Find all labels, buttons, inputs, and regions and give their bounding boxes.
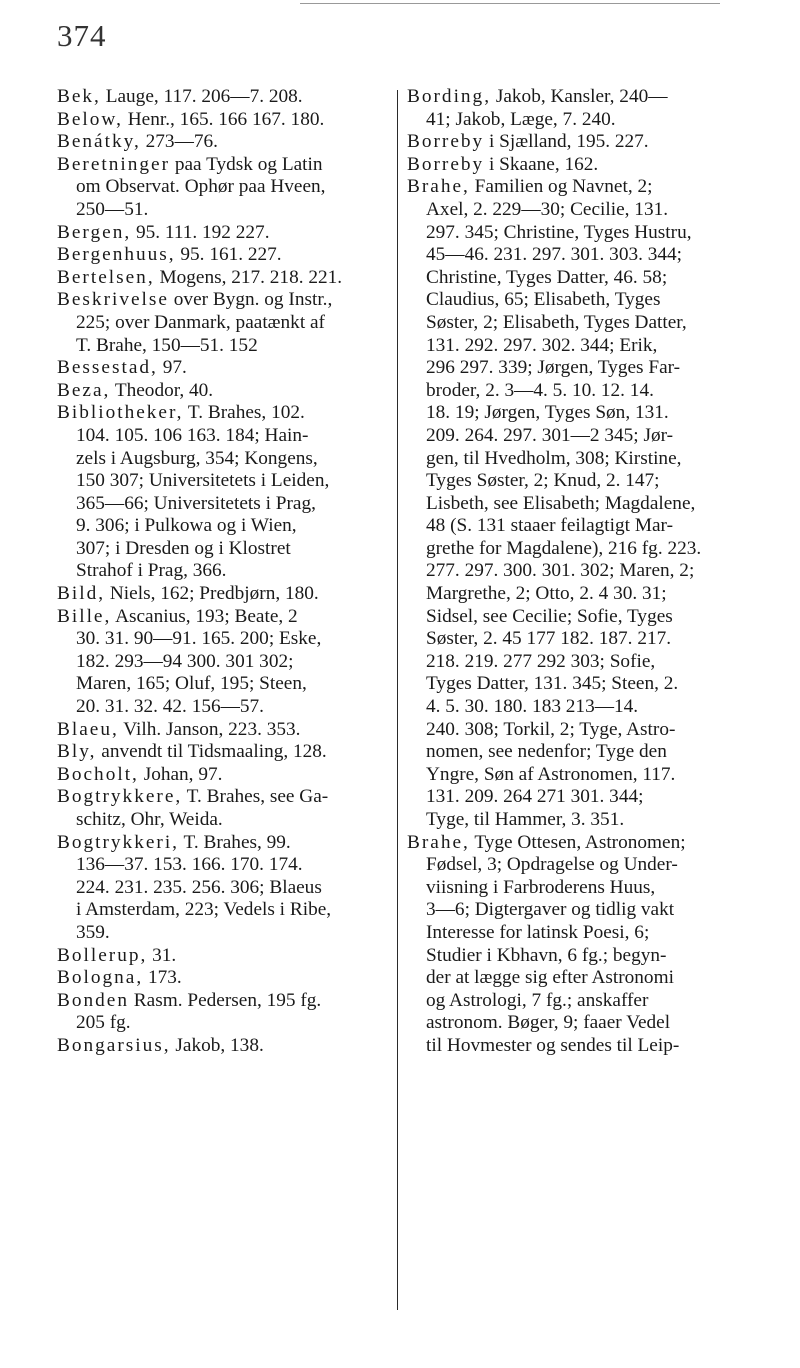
entry-continuation-line [407,899,750,922]
entry-headword: Bonden [57,989,129,1011]
entry-continuation-line [57,199,387,222]
entry-text: over Bygn. og Instr., [168,289,333,311]
entry-continuation-line [407,606,750,629]
page-number: 374 [57,18,107,53]
entry-continuation-line [407,809,750,832]
entry-first-line [57,741,387,764]
entry-text: Tyge, til Hammer, 3. 351. [426,809,625,830]
entry-continuation-line [57,899,387,922]
entry-text: om Observat. Ophør paa Hveen, [76,176,326,198]
entry-continuation-line [57,470,387,493]
entry-first-line [57,832,387,855]
index-entry [57,289,387,357]
entry-continuation-line [407,289,750,312]
entry-continuation-line [57,809,387,832]
entry-continuation-line [407,312,750,335]
top-rule [300,3,720,4]
index-entry [407,86,750,131]
entry-continuation-line [57,1012,387,1035]
entry-text: Niels, 162; Predbjørn, 180. [105,583,319,605]
index-entry [57,764,387,787]
index-entry [57,719,387,742]
entry-continuation-line [407,470,750,493]
index-entry [407,176,750,831]
entry-first-line [57,764,387,787]
entry-text: T. Brahes, 99. [179,831,291,853]
entry-continuation-line [407,402,750,425]
entry-continuation-line [407,493,750,516]
index-entry [57,741,387,764]
entry-headword: Beskrivelse [57,289,169,311]
entry-headword: Below, [57,108,123,130]
entry-text: Søster, 2. 45 177 182. 187. 217. [426,628,672,650]
entry-continuation-line [57,425,387,448]
entry-text: grethe for Magdalene), 216 fg. 223. [426,537,702,559]
entry-text: paa Tydsk og Latin [170,153,323,175]
entry-text: Henr., 165. 166 167. 180. [122,108,325,130]
column-divider [397,90,398,1310]
index-entry [57,1035,387,1058]
entry-text: Fødsel, 3; Opdragelse og Under- [426,854,678,876]
entry-text: Johan, 97. [138,763,223,785]
entry-text: i Amsterdam, 223; Vedels i Ribe, [76,899,332,921]
index-entry [407,154,750,177]
entry-headword: Bogtrykkere, [57,786,183,808]
entry-first-line [57,357,387,380]
entry-text: Lisbeth, see Elisabeth; Magdalene, [426,492,696,514]
entry-text: Christine, Tyges Datter, 46. 58; [426,266,668,288]
entry-text: nomen, see nedenfor; Tyge den [426,741,667,763]
entry-text: Lauge, 117. 206—7. 208. [100,86,303,107]
entry-text: schitz, Ohr, Weida. [76,809,223,830]
entry-continuation-line [407,1012,750,1035]
entry-headword: Borreby [407,153,485,175]
index-entry [57,990,387,1035]
entry-text: 3—6; Digtergaver og tidlig vakt [426,899,675,921]
entry-first-line [57,786,387,809]
entry-continuation-line [407,560,750,583]
entry-first-line [407,176,750,199]
entry-text: 205 fg. [76,1012,131,1034]
entry-text: 307; i Dresden og i Klostret [76,537,291,559]
entry-continuation-line [407,222,750,245]
entry-continuation-line [57,673,387,696]
index-entry [57,131,387,154]
entry-text: Mogens, 217. 218. 221. [154,266,343,288]
entry-continuation-line [407,380,750,403]
entry-continuation-line [407,357,750,380]
index-entry [57,244,387,267]
entry-first-line [57,154,387,177]
entry-text: 30. 31. 90—91. 165. 200; Eske, [76,628,322,650]
entry-continuation-line [407,990,750,1013]
entry-text: Margrethe, 2; Otto, 2. 4 30. 31; [426,583,667,605]
entry-text: 250—51. [76,198,149,220]
entry-headword: Bessestad, [57,357,158,379]
entry-first-line [57,402,387,425]
entry-headword: Brahe, [407,831,470,853]
entry-text: 45—46. 231. 297. 301. 303. 344; [426,244,683,266]
entry-headword: Bertelsen, [57,266,155,288]
entry-first-line [407,131,750,154]
entry-first-line [57,583,387,606]
entry-headword: Bild, [57,583,106,605]
index-column-right [407,86,750,1058]
entry-text: 224. 231. 235. 256. 306; Blaeus [76,876,322,898]
entry-headword: Bologna, [57,967,144,989]
entry-continuation-line [57,493,387,516]
entry-text: 18. 19; Jørgen, Tyges Søn, 131. [426,402,669,424]
entry-headword: Bibliotheker, [57,402,184,424]
entry-text: 359. [76,921,110,943]
entry-text: gen, til Hvedholm, 308; Kirstine, [426,447,682,469]
entry-first-line [57,606,387,629]
entry-text: Tyges Datter, 131. 345; Steen, 2. [426,673,679,695]
entry-text: 48 (S. 131 staaer feilagtigt Mar- [426,515,673,537]
entry-continuation-line [57,515,387,538]
entry-first-line [57,719,387,742]
entry-first-line [57,222,387,245]
entry-text: broder, 2. 3—4. 5. 10. 12. 14. [426,379,654,401]
entry-headword: Bocholt, [57,763,139,785]
entry-text: 31. [147,944,177,966]
entry-text: 97. [157,357,187,379]
entry-text: Theodor, 40. [110,379,214,401]
entry-continuation-line [407,109,750,132]
entry-text: 218. 219. 277 292 303; Sofie, [426,650,656,672]
entry-first-line [407,154,750,177]
entry-text: Studier i Kbhavn, 6 fg.; begyn- [426,944,667,966]
entry-text: Jakob, 138. [170,1034,264,1056]
entry-headword: Beretninger [57,153,171,175]
entry-headword: Bly, [57,741,97,763]
entry-first-line [57,244,387,267]
entry-first-line [57,990,387,1013]
entry-text: T. Brahe, 150—51. 152 [76,334,258,356]
entry-text: og Astrologi, 7 fg.; anskaffer [426,989,649,1011]
entry-text: 136—37. 153. 166. 170. 174. [76,854,303,876]
index-entry [57,832,387,945]
entry-continuation-line [407,515,750,538]
entry-text: Ascanius, 193; Beate, 2 [111,605,298,627]
index-entry [57,154,387,222]
entry-text: astronom. Bøger, 9; faaer Vedel [426,1012,671,1034]
entry-headword: Benátky, [57,131,141,153]
entry-first-line [57,109,387,132]
entry-continuation-line [57,176,387,199]
entry-continuation-line [407,425,750,448]
entry-continuation-line [407,1035,750,1058]
entry-continuation-line [57,696,387,719]
entry-headword: Bergen, [57,221,132,243]
entry-headword: Blaeu, [57,718,119,740]
index-entry [57,222,387,245]
entry-text: 209. 264. 297. 301—2 345; Jør- [426,424,674,446]
entry-continuation-line [407,877,750,900]
entry-headword: Beza, [57,379,111,401]
entry-continuation-line [407,199,750,222]
entry-first-line [57,967,387,990]
entry-headword: Bek, [57,86,101,107]
entry-continuation-line [407,967,750,990]
entry-continuation-line [407,244,750,267]
entry-continuation-line [407,335,750,358]
entry-text: Familien og Navnet, 2; [469,176,653,198]
entry-continuation-line [407,945,750,968]
entry-text: Sidsel, see Cecilie; Sofie, Tyges [426,605,673,627]
entry-text: T. Brahes, see Ga- [182,786,329,808]
entry-text: 182. 293—94 300. 301 302; [76,650,294,672]
entry-text: 273—76. [140,131,218,153]
entry-text: Claudius, 65; Elisabeth, Tyges [426,289,661,311]
index-entry [57,267,387,290]
entry-text: 104. 105. 106 163. 184; Hain- [76,424,309,446]
entry-text: Tyges Søster, 2; Knud, 2. 147; [426,470,660,492]
entry-text: 150 307; Universitetets i Leiden, [76,470,330,492]
entry-text: 131. 292. 297. 302. 344; Erik, [426,334,658,356]
entry-text: der at lægge sig efter Astronomi [426,967,674,989]
entry-continuation-line [407,696,750,719]
entry-text: Rasm. Pedersen, 195 fg. [128,989,322,1011]
entry-continuation-line [57,335,387,358]
entry-continuation-line [57,877,387,900]
entry-text: 95. 111. 192 227. [131,221,270,243]
entry-continuation-line [407,538,750,561]
entry-continuation-line [407,448,750,471]
entry-text: 20. 31. 32. 42. 156—57. [76,696,264,718]
entry-first-line [57,131,387,154]
entry-first-line [57,86,387,109]
entry-text: 4. 5. 30. 180. 183 213—14. [426,696,639,718]
entry-first-line [57,945,387,968]
entry-text: 225; over Danmark, paatænkt af [76,311,325,333]
entry-continuation-line [407,719,750,742]
entry-headword: Bollerup, [57,944,148,966]
entry-text: 365—66; Universitetets i Prag, [76,492,316,514]
entry-continuation-line [407,922,750,945]
entry-headword: Bille, [57,605,112,627]
entry-text: Jakob, Kansler, 240— [491,86,668,107]
entry-continuation-line [57,854,387,877]
entry-text: Søster, 2; Elisabeth, Tyges Datter, [426,311,687,333]
entry-first-line [57,380,387,403]
index-entry [57,357,387,380]
entry-headword: Borreby [407,131,485,153]
entry-text: Vilh. Janson, 223. 353. [118,718,301,740]
entry-continuation-line [57,922,387,945]
entry-text: anvendt til Tidsmaaling, 128. [96,741,327,763]
entry-text: Tyge Ottesen, Astronomen; [469,831,686,853]
index-column-left [57,86,387,1058]
entry-text: i Skaane, 162. [484,153,599,175]
entry-continuation-line [407,267,750,290]
entry-text: 296 297. 339; Jørgen, Tyges Far- [426,357,681,379]
entry-headword: Bogtrykkeri, [57,831,179,853]
entry-continuation-line [57,538,387,561]
entry-text: Yngre, Søn af Astronomen, 117. [426,763,676,785]
index-entry [57,945,387,968]
index-entry [57,583,387,606]
index-entry [407,131,750,154]
entry-first-line [57,267,387,290]
entry-text: viisning i Farbroderens Huus, [426,876,656,898]
index-entry [57,109,387,132]
entry-text: T. Brahes, 102. [183,402,305,424]
entry-continuation-line [407,741,750,764]
entry-continuation-line [407,628,750,651]
entry-continuation-line [57,560,387,583]
entry-continuation-line [57,312,387,335]
entry-continuation-line [407,854,750,877]
entry-text: 131. 209. 264 271 301. 344; [426,786,644,808]
entry-text: 173. [143,967,182,989]
entry-text: 277. 297. 300. 301. 302; Maren, 2; [426,560,695,582]
entry-text: 41; Jakob, Læge, 7. 240. [426,108,616,130]
index-entry [407,832,750,1058]
entry-text: til Hovmester og sendes til Leip- [426,1034,680,1056]
entry-continuation-line [407,651,750,674]
entry-text: 297. 345; Christine, Tyges Hustru, [426,221,692,243]
entry-continuation-line [407,764,750,787]
entry-text: Strahof i Prag, 366. [76,560,227,582]
entry-continuation-line [57,448,387,471]
entry-first-line [57,1035,387,1058]
entry-continuation-line [407,786,750,809]
index-entry [57,967,387,990]
entry-text: Interesse for latinsk Poesi, 6; [426,921,650,943]
entry-headword: Brahe, [407,176,470,198]
index-entry [57,786,387,831]
entry-continuation-line [57,628,387,651]
entry-text: zels i Augsburg, 354; Kongens, [76,447,318,469]
entry-text: 95. 161. 227. [175,244,282,266]
entry-text: Axel, 2. 229—30; Cecilie, 131. [426,198,669,220]
entry-continuation-line [57,651,387,674]
entry-headword: Bongarsius, [57,1034,171,1056]
entry-text: 9. 306; i Pulkowa og i Wien, [76,515,297,537]
entry-headword: Bording, [407,86,492,107]
entry-continuation-line [407,673,750,696]
index-entry [57,402,387,583]
entry-text: i Sjælland, 195. 227. [484,131,649,153]
index-entry [57,606,387,719]
entry-headword: Bergenhuus, [57,244,176,266]
entry-text: Maren, 165; Oluf, 195; Steen, [76,673,307,695]
entry-first-line [407,832,750,855]
index-entry [57,86,387,109]
entry-text: 240. 308; Torkil, 2; Tyge, Astro- [426,718,676,740]
entry-continuation-line [407,583,750,606]
entry-first-line [57,289,387,312]
entry-first-line [407,86,750,109]
index-entry [57,380,387,403]
